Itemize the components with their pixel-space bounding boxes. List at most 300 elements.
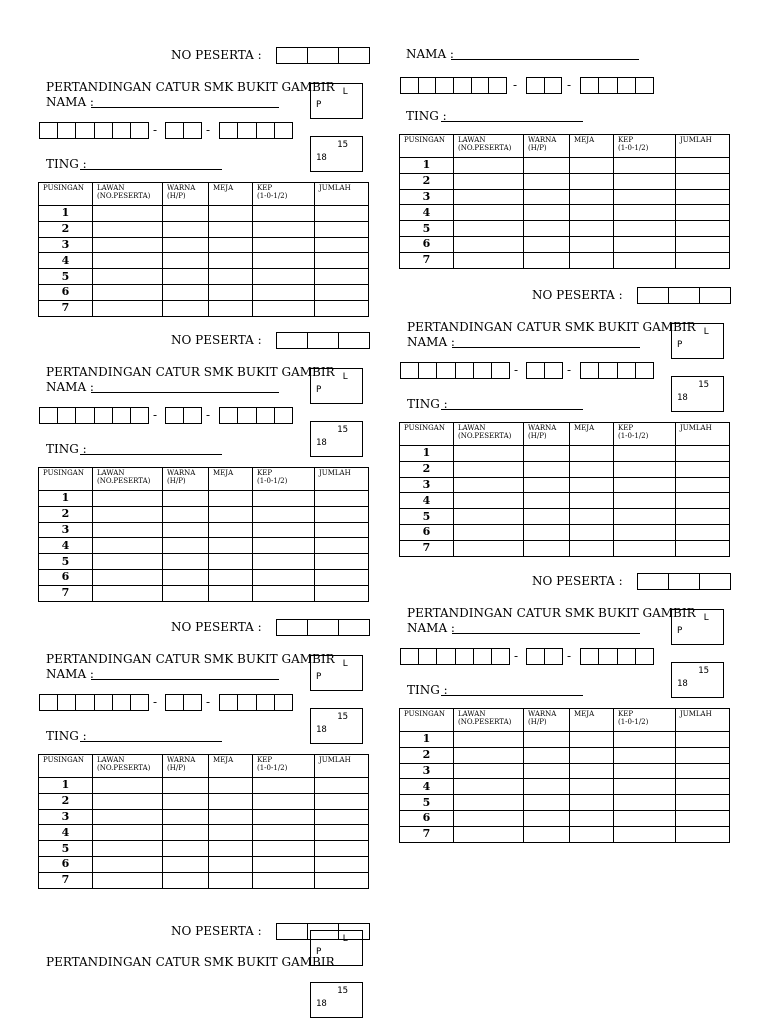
no-peserta-input[interactable]: [276, 332, 370, 349]
ic-number-input-c[interactable]: [580, 648, 654, 665]
score-cell[interactable]: [93, 793, 163, 809]
ic-number-input-b-cell[interactable]: [527, 78, 545, 93]
score-cell[interactable]: [454, 493, 524, 509]
no-peserta-input-cell[interactable]: [308, 48, 339, 63]
gender-box[interactable]: [671, 323, 724, 359]
score-cell[interactable]: [570, 795, 614, 811]
score-cell[interactable]: [253, 569, 315, 585]
ic-number-input-a-cell[interactable]: [58, 408, 76, 423]
score-cell[interactable]: [570, 493, 614, 509]
score-cell[interactable]: [524, 763, 570, 779]
score-cell[interactable]: [209, 778, 253, 794]
ic-number-input-c-cell[interactable]: [220, 695, 238, 710]
ic-number-input-a-cell[interactable]: [131, 408, 148, 423]
score-cell[interactable]: [614, 205, 676, 221]
score-cell[interactable]: [209, 522, 253, 538]
no-peserta-input[interactable]: [637, 287, 731, 304]
no-peserta-input-cell[interactable]: [700, 288, 730, 303]
no-peserta-input-cell[interactable]: [700, 574, 730, 589]
no-peserta-input-cell[interactable]: [669, 288, 700, 303]
score-cell[interactable]: [570, 221, 614, 237]
ic-number-input-b-cell[interactable]: [184, 408, 201, 423]
score-cell[interactable]: [163, 841, 209, 857]
gender-box[interactable]: [310, 655, 363, 691]
ic-number-input-c-cell[interactable]: [220, 123, 238, 138]
ic-number-input-a-cell[interactable]: [76, 123, 94, 138]
score-cell[interactable]: [570, 747, 614, 763]
score-cell[interactable]: [93, 856, 163, 872]
score-cell[interactable]: [163, 872, 209, 888]
ic-number-input-b-cell[interactable]: [184, 695, 201, 710]
score-cell[interactable]: [524, 189, 570, 205]
ic-number-input-c[interactable]: [580, 77, 654, 94]
score-cell[interactable]: [315, 585, 369, 601]
ic-number-input-c-cell[interactable]: [581, 78, 599, 93]
ic-number-input-b-cell[interactable]: [545, 363, 562, 378]
score-cell[interactable]: [676, 477, 730, 493]
score-cell[interactable]: [570, 826, 614, 842]
score-cell[interactable]: [570, 779, 614, 795]
score-cell[interactable]: [614, 158, 676, 174]
score-cell[interactable]: [209, 554, 253, 570]
score-cell[interactable]: [570, 477, 614, 493]
score-cell[interactable]: [93, 809, 163, 825]
score-cell[interactable]: [315, 793, 369, 809]
ic-number-input-c-cell[interactable]: [618, 78, 636, 93]
gender-box[interactable]: [671, 609, 724, 645]
score-cell[interactable]: [524, 236, 570, 252]
nama-input-line[interactable]: [91, 107, 279, 108]
score-cell[interactable]: [163, 538, 209, 554]
ic-number-input-c-cell[interactable]: [636, 363, 653, 378]
score-cell[interactable]: [524, 509, 570, 525]
score-cell[interactable]: [454, 763, 524, 779]
score-cell[interactable]: [163, 825, 209, 841]
ic-number-input-b-cell[interactable]: [527, 649, 545, 664]
score-cell[interactable]: [676, 779, 730, 795]
score-cell[interactable]: [454, 524, 524, 540]
ic-number-input-b[interactable]: [526, 362, 563, 379]
ic-number-input-c-cell[interactable]: [238, 123, 256, 138]
ic-number-input-a-cell[interactable]: [76, 695, 94, 710]
ic-number-input-a-cell[interactable]: [456, 649, 474, 664]
score-cell[interactable]: [163, 300, 209, 316]
ic-number-input-c-cell[interactable]: [275, 695, 292, 710]
ting-input-line[interactable]: [80, 741, 222, 742]
score-cell[interactable]: [209, 300, 253, 316]
score-cell[interactable]: [209, 237, 253, 253]
score-cell[interactable]: [614, 446, 676, 462]
score-cell[interactable]: [454, 189, 524, 205]
ic-number-input-a-cell[interactable]: [419, 649, 437, 664]
score-cell[interactable]: [524, 205, 570, 221]
no-peserta-input[interactable]: [276, 47, 370, 64]
score-cell[interactable]: [163, 206, 209, 222]
score-cell[interactable]: [570, 158, 614, 174]
score-cell[interactable]: [315, 841, 369, 857]
score-cell[interactable]: [93, 554, 163, 570]
score-cell[interactable]: [209, 856, 253, 872]
ic-number-input-a-cell[interactable]: [95, 408, 113, 423]
score-cell[interactable]: [253, 237, 315, 253]
no-peserta-input-cell[interactable]: [339, 48, 369, 63]
ic-number-input-a-cell[interactable]: [40, 408, 58, 423]
score-cell[interactable]: [253, 284, 315, 300]
score-cell[interactable]: [315, 237, 369, 253]
score-cell[interactable]: [454, 810, 524, 826]
score-cell[interactable]: [163, 253, 209, 269]
ic-number-input-a-cell[interactable]: [95, 123, 113, 138]
score-cell[interactable]: [524, 732, 570, 748]
ic-number-input-b-cell[interactable]: [166, 408, 184, 423]
ic-number-input-c-cell[interactable]: [599, 363, 617, 378]
ic-number-input-a-cell[interactable]: [454, 78, 472, 93]
ic-number-input-c-cell[interactable]: [581, 363, 599, 378]
score-cell[interactable]: [253, 253, 315, 269]
no-peserta-input-cell[interactable]: [339, 333, 369, 348]
score-cell[interactable]: [93, 841, 163, 857]
score-cell[interactable]: [93, 253, 163, 269]
ic-number-input-a-cell[interactable]: [113, 123, 131, 138]
score-cell[interactable]: [163, 284, 209, 300]
ic-number-input-a-cell[interactable]: [456, 363, 474, 378]
ic-number-input-a[interactable]: [39, 407, 149, 424]
nama-input-line[interactable]: [91, 679, 279, 680]
score-cell[interactable]: [163, 269, 209, 285]
score-cell[interactable]: [570, 540, 614, 556]
score-cell[interactable]: [454, 158, 524, 174]
score-cell[interactable]: [253, 856, 315, 872]
ic-number-input-a-cell[interactable]: [419, 363, 437, 378]
no-peserta-input-cell[interactable]: [308, 620, 339, 635]
ic-number-input-a-cell[interactable]: [40, 695, 58, 710]
score-cell[interactable]: [93, 825, 163, 841]
score-cell[interactable]: [315, 284, 369, 300]
score-cell[interactable]: [253, 841, 315, 857]
score-cell[interactable]: [614, 493, 676, 509]
score-cell[interactable]: [676, 795, 730, 811]
ic-number-input-c-cell[interactable]: [220, 408, 238, 423]
score-cell[interactable]: [614, 732, 676, 748]
score-cell[interactable]: [614, 252, 676, 268]
score-cell[interactable]: [570, 252, 614, 268]
score-cell[interactable]: [614, 173, 676, 189]
score-cell[interactable]: [570, 236, 614, 252]
score-cell[interactable]: [570, 810, 614, 826]
ic-number-input-c-cell[interactable]: [636, 649, 653, 664]
score-cell[interactable]: [253, 300, 315, 316]
score-cell[interactable]: [524, 446, 570, 462]
score-cell[interactable]: [209, 872, 253, 888]
score-cell[interactable]: [524, 252, 570, 268]
ic-number-input-a-cell[interactable]: [489, 78, 506, 93]
ic-number-input-a-cell[interactable]: [474, 363, 492, 378]
ic-number-input-c-cell[interactable]: [275, 123, 292, 138]
ting-input-line[interactable]: [441, 695, 583, 696]
score-cell[interactable]: [454, 446, 524, 462]
score-cell[interactable]: [676, 189, 730, 205]
score-cell[interactable]: [315, 809, 369, 825]
score-cell[interactable]: [454, 795, 524, 811]
score-cell[interactable]: [93, 269, 163, 285]
score-cell[interactable]: [163, 793, 209, 809]
score-cell[interactable]: [676, 236, 730, 252]
score-cell[interactable]: [454, 173, 524, 189]
ic-number-input-c[interactable]: [219, 122, 293, 139]
no-peserta-input-cell[interactable]: [339, 620, 369, 635]
score-cell[interactable]: [454, 236, 524, 252]
score-cell[interactable]: [676, 509, 730, 525]
score-cell[interactable]: [253, 825, 315, 841]
no-peserta-input-cell[interactable]: [277, 620, 308, 635]
age-box[interactable]: [310, 982, 363, 1018]
score-cell[interactable]: [93, 221, 163, 237]
ic-number-input-a-cell[interactable]: [131, 695, 148, 710]
score-cell[interactable]: [93, 522, 163, 538]
score-cell[interactable]: [614, 221, 676, 237]
no-peserta-input-cell[interactable]: [669, 574, 700, 589]
ic-number-input-c-cell[interactable]: [275, 408, 292, 423]
score-cell[interactable]: [209, 825, 253, 841]
score-cell[interactable]: [93, 585, 163, 601]
score-cell[interactable]: [253, 269, 315, 285]
score-cell[interactable]: [163, 221, 209, 237]
ic-number-input-c-cell[interactable]: [636, 78, 653, 93]
score-cell[interactable]: [315, 253, 369, 269]
score-cell[interactable]: [253, 506, 315, 522]
score-cell[interactable]: [209, 793, 253, 809]
ting-input-line[interactable]: [441, 409, 583, 410]
score-cell[interactable]: [253, 522, 315, 538]
ic-number-input-a-cell[interactable]: [401, 363, 419, 378]
score-cell[interactable]: [315, 491, 369, 507]
score-cell[interactable]: [454, 826, 524, 842]
ic-number-input-a-cell[interactable]: [401, 78, 419, 93]
score-cell[interactable]: [454, 461, 524, 477]
ic-number-input-c-cell[interactable]: [618, 649, 636, 664]
age-box[interactable]: [310, 708, 363, 744]
score-cell[interactable]: [209, 538, 253, 554]
score-cell[interactable]: [163, 554, 209, 570]
score-cell[interactable]: [614, 236, 676, 252]
score-cell[interactable]: [253, 206, 315, 222]
score-cell[interactable]: [614, 540, 676, 556]
score-cell[interactable]: [163, 809, 209, 825]
ic-number-input-a-cell[interactable]: [419, 78, 437, 93]
ic-number-input-a-cell[interactable]: [131, 123, 148, 138]
score-cell[interactable]: [163, 522, 209, 538]
score-cell[interactable]: [315, 856, 369, 872]
no-peserta-input[interactable]: [276, 619, 370, 636]
gender-box[interactable]: [310, 368, 363, 404]
ic-number-input-b[interactable]: [165, 122, 202, 139]
ic-number-input-c[interactable]: [580, 362, 654, 379]
score-cell[interactable]: [315, 269, 369, 285]
score-cell[interactable]: [93, 569, 163, 585]
ic-number-input-b-cell[interactable]: [166, 123, 184, 138]
score-cell[interactable]: [209, 269, 253, 285]
ic-number-input-a-cell[interactable]: [472, 78, 490, 93]
score-cell[interactable]: [676, 461, 730, 477]
score-cell[interactable]: [676, 747, 730, 763]
ting-input-line[interactable]: [80, 169, 222, 170]
score-cell[interactable]: [315, 522, 369, 538]
score-cell[interactable]: [253, 809, 315, 825]
ic-number-input-c[interactable]: [219, 694, 293, 711]
score-cell[interactable]: [570, 173, 614, 189]
score-cell[interactable]: [253, 554, 315, 570]
score-cell[interactable]: [676, 221, 730, 237]
score-cell[interactable]: [570, 446, 614, 462]
score-cell[interactable]: [209, 569, 253, 585]
score-cell[interactable]: [676, 810, 730, 826]
ic-number-input-b[interactable]: [165, 407, 202, 424]
ic-number-input-a-cell[interactable]: [436, 78, 454, 93]
score-cell[interactable]: [524, 493, 570, 509]
score-cell[interactable]: [93, 778, 163, 794]
score-cell[interactable]: [253, 538, 315, 554]
ic-number-input-a-cell[interactable]: [492, 363, 509, 378]
ting-input-line[interactable]: [80, 454, 222, 455]
ic-number-input-c-cell[interactable]: [599, 649, 617, 664]
ic-number-input-a-cell[interactable]: [437, 649, 455, 664]
score-cell[interactable]: [315, 569, 369, 585]
ic-number-input-a-cell[interactable]: [58, 695, 76, 710]
score-cell[interactable]: [524, 779, 570, 795]
score-cell[interactable]: [93, 872, 163, 888]
age-box[interactable]: [671, 662, 724, 698]
score-cell[interactable]: [253, 793, 315, 809]
score-cell[interactable]: [614, 189, 676, 205]
no-peserta-input-cell[interactable]: [277, 924, 308, 939]
score-cell[interactable]: [315, 538, 369, 554]
score-cell[interactable]: [454, 747, 524, 763]
score-cell[interactable]: [570, 509, 614, 525]
score-cell[interactable]: [614, 747, 676, 763]
ic-number-input-c-cell[interactable]: [618, 363, 636, 378]
nama-input-line[interactable]: [452, 347, 640, 348]
score-cell[interactable]: [454, 477, 524, 493]
ic-number-input-a-cell[interactable]: [492, 649, 509, 664]
ic-number-input-b[interactable]: [165, 694, 202, 711]
score-cell[interactable]: [163, 569, 209, 585]
score-cell[interactable]: [614, 826, 676, 842]
nama-input-line[interactable]: [451, 59, 639, 60]
ic-number-input-a-cell[interactable]: [113, 408, 131, 423]
score-cell[interactable]: [454, 205, 524, 221]
score-cell[interactable]: [209, 585, 253, 601]
score-cell[interactable]: [524, 477, 570, 493]
ic-number-input-c-cell[interactable]: [257, 408, 275, 423]
score-cell[interactable]: [454, 252, 524, 268]
score-cell[interactable]: [614, 461, 676, 477]
ic-number-input-a[interactable]: [400, 77, 507, 94]
ic-number-input-b-cell[interactable]: [545, 78, 562, 93]
score-cell[interactable]: [614, 795, 676, 811]
score-cell[interactable]: [676, 158, 730, 174]
ic-number-input-b-cell[interactable]: [527, 363, 545, 378]
score-cell[interactable]: [93, 506, 163, 522]
score-cell[interactable]: [454, 540, 524, 556]
score-cell[interactable]: [570, 205, 614, 221]
score-cell[interactable]: [454, 509, 524, 525]
ic-number-input-c-cell[interactable]: [257, 123, 275, 138]
ic-number-input-a[interactable]: [400, 648, 510, 665]
score-cell[interactable]: [676, 446, 730, 462]
no-peserta-input-cell[interactable]: [308, 333, 339, 348]
no-peserta-input-cell[interactable]: [638, 288, 669, 303]
no-peserta-input[interactable]: [637, 573, 731, 590]
score-cell[interactable]: [614, 524, 676, 540]
score-cell[interactable]: [570, 461, 614, 477]
score-cell[interactable]: [614, 477, 676, 493]
ting-input-line[interactable]: [441, 121, 583, 122]
score-cell[interactable]: [676, 252, 730, 268]
ic-number-input-a-cell[interactable]: [401, 649, 419, 664]
score-cell[interactable]: [93, 300, 163, 316]
score-cell[interactable]: [614, 779, 676, 795]
score-cell[interactable]: [315, 825, 369, 841]
score-cell[interactable]: [315, 506, 369, 522]
score-cell[interactable]: [163, 237, 209, 253]
score-cell[interactable]: [676, 173, 730, 189]
score-cell[interactable]: [209, 491, 253, 507]
score-cell[interactable]: [253, 221, 315, 237]
score-cell[interactable]: [315, 300, 369, 316]
score-cell[interactable]: [253, 778, 315, 794]
score-cell[interactable]: [524, 540, 570, 556]
ic-number-input-c-cell[interactable]: [581, 649, 599, 664]
score-cell[interactable]: [315, 872, 369, 888]
ic-number-input-a-cell[interactable]: [437, 363, 455, 378]
score-cell[interactable]: [676, 763, 730, 779]
score-cell[interactable]: [524, 747, 570, 763]
score-cell[interactable]: [524, 810, 570, 826]
score-cell[interactable]: [524, 221, 570, 237]
ic-number-input-a-cell[interactable]: [76, 408, 94, 423]
score-cell[interactable]: [315, 554, 369, 570]
score-cell[interactable]: [209, 841, 253, 857]
score-cell[interactable]: [209, 809, 253, 825]
score-cell[interactable]: [163, 506, 209, 522]
ic-number-input-a-cell[interactable]: [113, 695, 131, 710]
score-cell[interactable]: [614, 509, 676, 525]
gender-box[interactable]: [310, 83, 363, 119]
score-cell[interactable]: [676, 540, 730, 556]
ic-number-input-a-cell[interactable]: [95, 695, 113, 710]
no-peserta-input-cell[interactable]: [277, 333, 308, 348]
score-cell[interactable]: [570, 189, 614, 205]
score-cell[interactable]: [209, 253, 253, 269]
score-cell[interactable]: [570, 763, 614, 779]
score-cell[interactable]: [524, 461, 570, 477]
score-cell[interactable]: [209, 221, 253, 237]
no-peserta-input-cell[interactable]: [638, 574, 669, 589]
score-cell[interactable]: [315, 778, 369, 794]
score-cell[interactable]: [163, 856, 209, 872]
ic-number-input-a-cell[interactable]: [58, 123, 76, 138]
ic-number-input-c-cell[interactable]: [599, 78, 617, 93]
score-cell[interactable]: [93, 206, 163, 222]
ic-number-input-c-cell[interactable]: [238, 695, 256, 710]
score-cell[interactable]: [209, 284, 253, 300]
score-cell[interactable]: [676, 205, 730, 221]
score-cell[interactable]: [676, 732, 730, 748]
score-cell[interactable]: [253, 585, 315, 601]
score-cell[interactable]: [253, 491, 315, 507]
score-cell[interactable]: [315, 206, 369, 222]
score-cell[interactable]: [315, 221, 369, 237]
